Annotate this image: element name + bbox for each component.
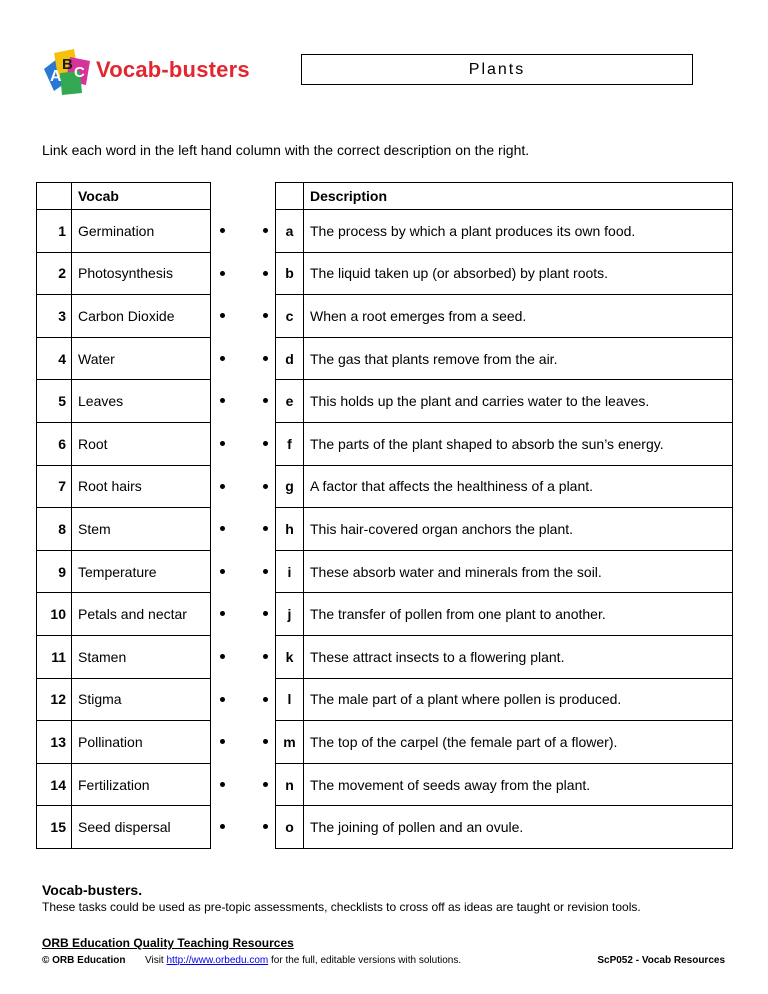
svg-text:B: B [62,56,73,73]
footer-heading: Vocab-busters. [42,882,143,898]
vocab-row [37,678,211,721]
description-text: The movement of seeds away from the plant. [304,763,733,806]
vocab-word: Carbon Dioxide [72,295,211,338]
description-letter: k [276,635,304,678]
description-letter: c [276,295,304,338]
left-bullet-dot[interactable] [220,398,225,403]
description-letter: o [276,806,304,849]
vocab-word: Petals and nectar [72,593,211,636]
description-letter: n [276,763,304,806]
vocab-row [37,465,211,508]
right-bullet-dot[interactable] [263,313,268,318]
description-row [276,678,733,721]
left-bullet-dot[interactable] [220,697,225,702]
dot-row [211,465,275,508]
vocab-word: Temperature [72,550,211,593]
description-text: The top of the carpel (the female part of a flower). [304,721,733,764]
instructions-text: Link each word in the left hand column with the correct description on the right. [42,142,530,158]
footer-text: These tasks could be used as pre-topic assessments, checklists to cross off as ideas are taught or revision tools. [42,900,641,914]
matching-dots [211,209,275,848]
description-text: When a root emerges from a seed. [304,295,733,338]
description-text: This holds up the plant and carries water to the leaves. [304,380,733,423]
vocab-word: Water [72,337,211,380]
vocab-row [37,210,211,253]
description-text: The transfer of pollen from one plant to another. [304,593,733,636]
vocab-number: 1 [37,210,72,253]
right-bullet-dot[interactable] [263,654,268,659]
vocab-busters-logo [40,47,255,97]
left-bullet-dot[interactable] [220,526,225,531]
description-letter: g [276,465,304,508]
vocab-number: 13 [37,721,72,764]
description-letter: a [276,210,304,253]
svg-text:A: A [50,68,62,85]
description-table-header [276,183,733,210]
vocab-word: Leaves [72,380,211,423]
description-row [276,763,733,806]
dot-row [211,422,275,465]
description-text: These absorb water and minerals from the soil. [304,550,733,593]
description-letter: j [276,593,304,636]
vocab-number: 6 [37,422,72,465]
vocab-word: Root [72,422,211,465]
vocab-number: 12 [37,678,72,721]
description-text: The liquid taken up (or absorbed) by plant roots. [304,252,733,295]
description-text: The process by which a plant produces its own food. [304,210,733,253]
description-text: The joining of pollen and an ovule. [304,806,733,849]
dot-row [211,805,275,848]
dot-row [211,252,275,295]
page-title: Plants [301,54,693,85]
dot-row [211,763,275,806]
right-bullet-dot[interactable] [263,739,268,744]
description-letter: e [276,380,304,423]
description-row [276,337,733,380]
vocab-row [37,508,211,551]
vocab-word: Seed dispersal [72,806,211,849]
description-table [275,182,733,849]
dot-row [211,507,275,550]
letter-header [276,183,304,210]
vocab-number: 7 [37,465,72,508]
right-bullet-dot[interactable] [263,271,268,276]
right-bullet-dot[interactable] [263,569,268,574]
description-row [276,508,733,551]
left-bullet-dot[interactable] [220,313,225,318]
vocab-row [37,337,211,380]
vocab-word: Root hairs [72,465,211,508]
orbedu-link[interactable]: http://www.orbedu.com [166,955,269,966]
right-bullet-dot[interactable] [263,824,268,829]
description-text: The parts of the plant shaped to absorb the sun’s energy. [304,422,733,465]
description-row [276,721,733,764]
vocab-row [37,380,211,423]
vocab-table-header [37,183,211,210]
vocab-number: 4 [37,337,72,380]
vocab-row [37,763,211,806]
description-row [276,252,733,295]
dot-row [211,379,275,422]
vocab-num-header [37,183,72,210]
dot-row [211,592,275,635]
vocab-number: 15 [37,806,72,849]
vocab-number: 14 [37,763,72,806]
vocab-row [37,550,211,593]
vocab-number: 8 [37,508,72,551]
vocab-number: 11 [37,635,72,678]
left-bullet-dot[interactable] [220,228,225,233]
description-row [276,806,733,849]
right-bullet-dot[interactable] [263,441,268,446]
right-bullet-dot[interactable] [263,697,268,702]
description-text: The male part of a plant where pollen is produced. [304,678,733,721]
left-bullet-dot[interactable] [220,654,225,659]
description-row [276,295,733,338]
vocab-row [37,635,211,678]
resource-code: ScP052 - Vocab Resources [597,955,725,966]
visit-line [145,955,461,966]
orb-heading: ORB Education Quality Teaching Resources [42,936,294,950]
vocab-word: Stem [72,508,211,551]
left-bullet-dot[interactable] [220,569,225,574]
left-bullet-dot[interactable] [220,739,225,744]
vocab-number: 2 [37,252,72,295]
description-text: This hair-covered organ anchors the plant. [304,508,733,551]
description-row [276,465,733,508]
description-letter: h [276,508,304,551]
vocab-number: 3 [37,295,72,338]
copyright: © ORB Education [42,955,126,966]
vocab-row [37,721,211,764]
left-bullet-dot[interactable] [220,441,225,446]
vocab-word: Germination [72,210,211,253]
dot-row [211,337,275,380]
dot-row [211,720,275,763]
description-letter: l [276,678,304,721]
right-bullet-dot[interactable] [263,526,268,531]
vocab-word: Pollination [72,721,211,764]
description-row [276,635,733,678]
dot-row [211,678,275,721]
vocab-header-label: Vocab [72,183,211,210]
vocab-row [37,422,211,465]
description-row [276,422,733,465]
vocab-number: 9 [37,550,72,593]
logo-text: Vocab-busters [96,57,250,82]
left-bullet-dot[interactable] [220,271,225,276]
description-text: A factor that affects the healthiness of a plant. [304,465,733,508]
vocab-number: 10 [37,593,72,636]
description-text: The gas that plants remove from the air. [304,337,733,380]
vocab-table [36,182,211,849]
vocab-word: Photosynthesis [72,252,211,295]
vocab-word: Fertilization [72,763,211,806]
svg-text:C: C [74,64,85,81]
description-row [276,380,733,423]
dot-row [211,294,275,337]
description-letter: m [276,721,304,764]
dot-row [211,550,275,593]
vocab-row [37,252,211,295]
description-letter: d [276,337,304,380]
description-row [276,550,733,593]
vocab-number: 5 [37,380,72,423]
left-bullet-dot[interactable] [220,484,225,489]
right-bullet-dot[interactable] [263,228,268,233]
dot-row [211,635,275,678]
vocab-row [37,295,211,338]
left-bullet-dot[interactable] [220,782,225,787]
description-row [276,593,733,636]
left-bullet-dot[interactable] [220,356,225,361]
dot-row [211,209,275,252]
description-header-label: Description [304,183,733,210]
right-bullet-dot[interactable] [263,356,268,361]
abc-logo-icon [40,47,96,97]
vocab-row [37,806,211,849]
description-text: These attract insects to a flowering plant. [304,635,733,678]
right-bullet-dot[interactable] [263,484,268,489]
vocab-word: Stamen [72,635,211,678]
description-row [276,210,733,253]
visit-prefix: Visit [145,955,167,966]
left-bullet-dot[interactable] [220,611,225,616]
right-bullet-dot[interactable] [263,611,268,616]
vocab-word: Stigma [72,678,211,721]
right-bullet-dot[interactable] [263,782,268,787]
right-bullet-dot[interactable] [263,398,268,403]
vocab-row [37,593,211,636]
description-letter: b [276,252,304,295]
visit-suffix: for the full, editable versions with solutions. [268,955,462,966]
left-bullet-dot[interactable] [220,824,225,829]
description-letter: f [276,422,304,465]
description-letter: i [276,550,304,593]
